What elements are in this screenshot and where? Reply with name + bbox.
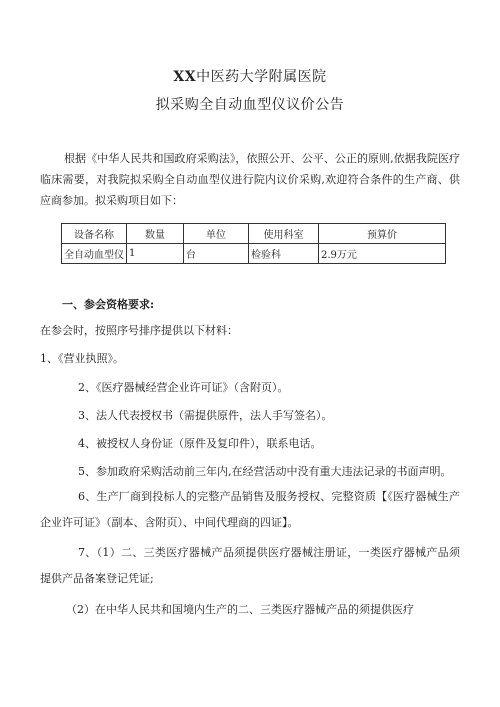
- table-cell: 1: [127, 244, 184, 264]
- title-prefix: XX: [173, 69, 197, 85]
- table-row: [62, 244, 446, 264]
- section-lead: 在参会时，按照序号排序提供以下材料：: [40, 324, 238, 337]
- table-header-cell: 设备名称: [62, 224, 127, 244]
- list-item: 3、法人代表授权书（需提供原件，法人手写签名）。: [78, 409, 333, 422]
- list-item: 5、参加政府采购活动前三年内,在经营活动中没有重大违法记录的书面声明。: [78, 465, 452, 478]
- title-hospital: 中医药大学附属医院: [196, 69, 327, 85]
- table-cell: 台: [184, 244, 249, 264]
- list-item: 2、《医疗器械经营企业许可证》（含附页）。: [78, 381, 289, 394]
- intro-paragraph: 根据《中华人民共和国政府采购法》，依照公开、公平、公正的原则,依据我院医疗临床需要，对我院拟采购全自动血型仪进行院内议价采购,欢迎符合条件的生产商、供应商参加。拟采购项目如下：: [40, 152, 460, 207]
- list-item: （2）在中华人民共和国境内生产的二、三类医疗器械产品的须提供医疗: [66, 603, 414, 616]
- table-cell: 2.9万元: [319, 244, 446, 264]
- document-title: [0, 66, 500, 86]
- table-header-cell: 数量: [127, 224, 184, 244]
- procurement-table: [61, 223, 446, 264]
- table-header-cell: 使用科室: [249, 224, 319, 244]
- document-subtitle: 拟采购全自动血型仪议价公告: [155, 97, 345, 113]
- list-item: 6、生产厂商到投标人的完整产品销售及服务授权、完整资质【《医疗器械生产企业许可证》（副本、含附页）、中间代理商的四证】。: [40, 490, 460, 529]
- section-title: 一、参会资格要求:: [62, 298, 155, 311]
- table-cell: 检验科: [249, 244, 319, 264]
- list-item: 4、被授权人身份证（原件及复印件），联系电话。: [78, 437, 322, 450]
- table-header-row: [62, 224, 446, 244]
- table-cell: 全自动血型仪: [62, 244, 127, 264]
- list-item: 7、（1）二、三类医疗器械产品须提供医疗器械注册证，一类医疗器械产品须提供产品备案登记凭证;: [40, 546, 460, 585]
- list-item: 1、《营业执照》。: [40, 352, 124, 365]
- table-header-cell: 单位: [184, 224, 249, 244]
- table-header-cell: 预算价: [319, 224, 446, 244]
